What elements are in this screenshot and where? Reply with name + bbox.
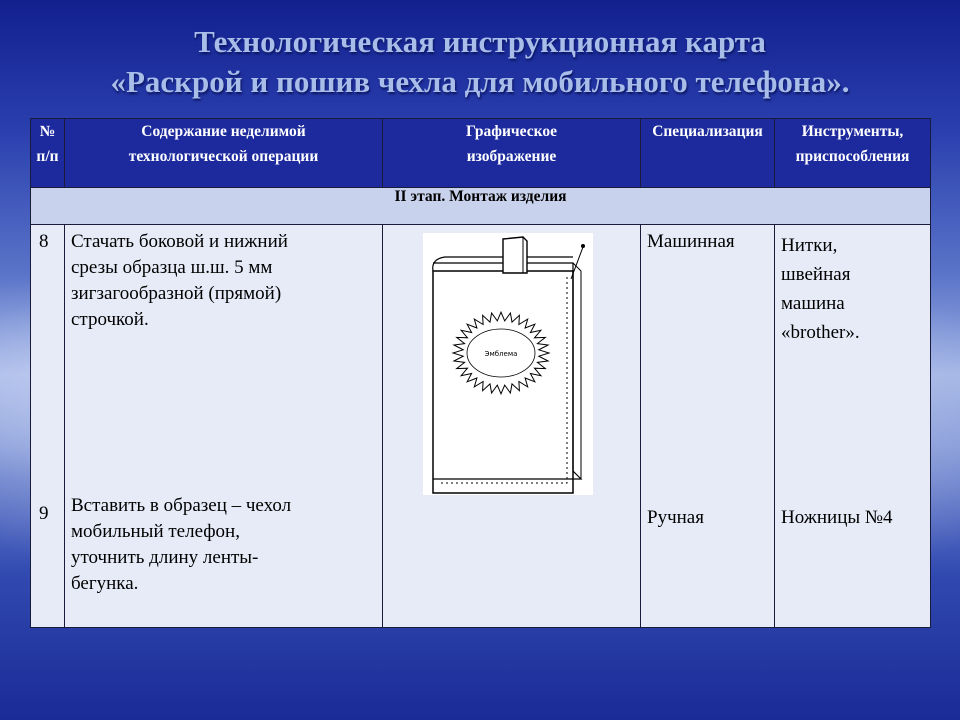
needle-head xyxy=(581,244,585,248)
row-8-tools-line: швейная xyxy=(781,264,851,285)
row-9-operation-line: уточнить длину ленты- xyxy=(71,547,259,568)
row-9-operation-line: мобильный телефон, xyxy=(71,521,240,542)
header-num xyxy=(31,119,65,188)
header-operation-line1: Содержание неделимой xyxy=(141,123,306,140)
row-9-tools-line: Ножницы №4 xyxy=(781,507,893,528)
row-9-operation xyxy=(71,493,376,597)
row-8-operation-line: строчкой. xyxy=(71,309,149,330)
phone-case-drawing xyxy=(423,233,593,495)
header-tools-line1: Инструменты, xyxy=(801,123,904,140)
instruction-table xyxy=(30,118,931,628)
row-8-tools-line: «brother». xyxy=(781,322,860,343)
header-tools-line2: приспособления xyxy=(795,148,910,165)
header-graphic xyxy=(383,119,641,188)
header-num-line1: № xyxy=(39,123,56,140)
operations-row xyxy=(31,225,931,628)
emblem-label: Эмблема xyxy=(484,350,518,358)
header-row xyxy=(31,119,931,188)
stage-title: II этап. Монтаж изделия xyxy=(31,188,931,225)
header-graphic-line1: Графическое xyxy=(466,123,557,140)
row-8-specialization: Машинная xyxy=(647,231,735,252)
row-8-operation-line: Стачать боковой и нижний xyxy=(71,231,288,252)
stage-row xyxy=(31,188,931,225)
header-operation-line2: технологической операции xyxy=(128,148,319,165)
operation-column xyxy=(65,225,383,628)
header-tools xyxy=(775,119,931,188)
header-num-line2: п/п xyxy=(36,148,59,165)
header-specialization-text: Специализация xyxy=(652,123,763,140)
row-8-num: 8 xyxy=(39,231,49,252)
graphic-column xyxy=(383,225,641,628)
row-9-num: 9 xyxy=(39,503,49,524)
title-line-1: Технологическая инструкционная карта xyxy=(194,24,766,59)
title-line-2: «Раскрой и пошив чехла для мобильного телефона». xyxy=(110,64,850,99)
specialization-column xyxy=(641,225,775,628)
row-9-operation-line: Вставить в образец – чехол xyxy=(71,495,292,516)
header-operation xyxy=(65,119,383,188)
slide-title xyxy=(0,22,960,102)
row-8-tools xyxy=(781,231,924,347)
header-graphic-line2: изображение xyxy=(466,148,557,165)
row-8-tools-line: машина xyxy=(781,293,845,314)
tools-column xyxy=(775,225,931,628)
row-8-tools-line: Нитки, xyxy=(781,235,838,256)
row-8-operation-line: срезы образца ш.ш. 5 мм xyxy=(71,257,273,278)
row-8-operation xyxy=(71,229,376,333)
row-9-specialization: Ручная xyxy=(647,507,704,528)
row-8-operation-line: зигзагообразной (прямой) xyxy=(71,283,282,304)
num-column xyxy=(31,225,65,628)
row-9-tools xyxy=(781,505,924,531)
header-specialization xyxy=(641,119,775,188)
row-9-operation-line: бегунка. xyxy=(71,573,139,594)
